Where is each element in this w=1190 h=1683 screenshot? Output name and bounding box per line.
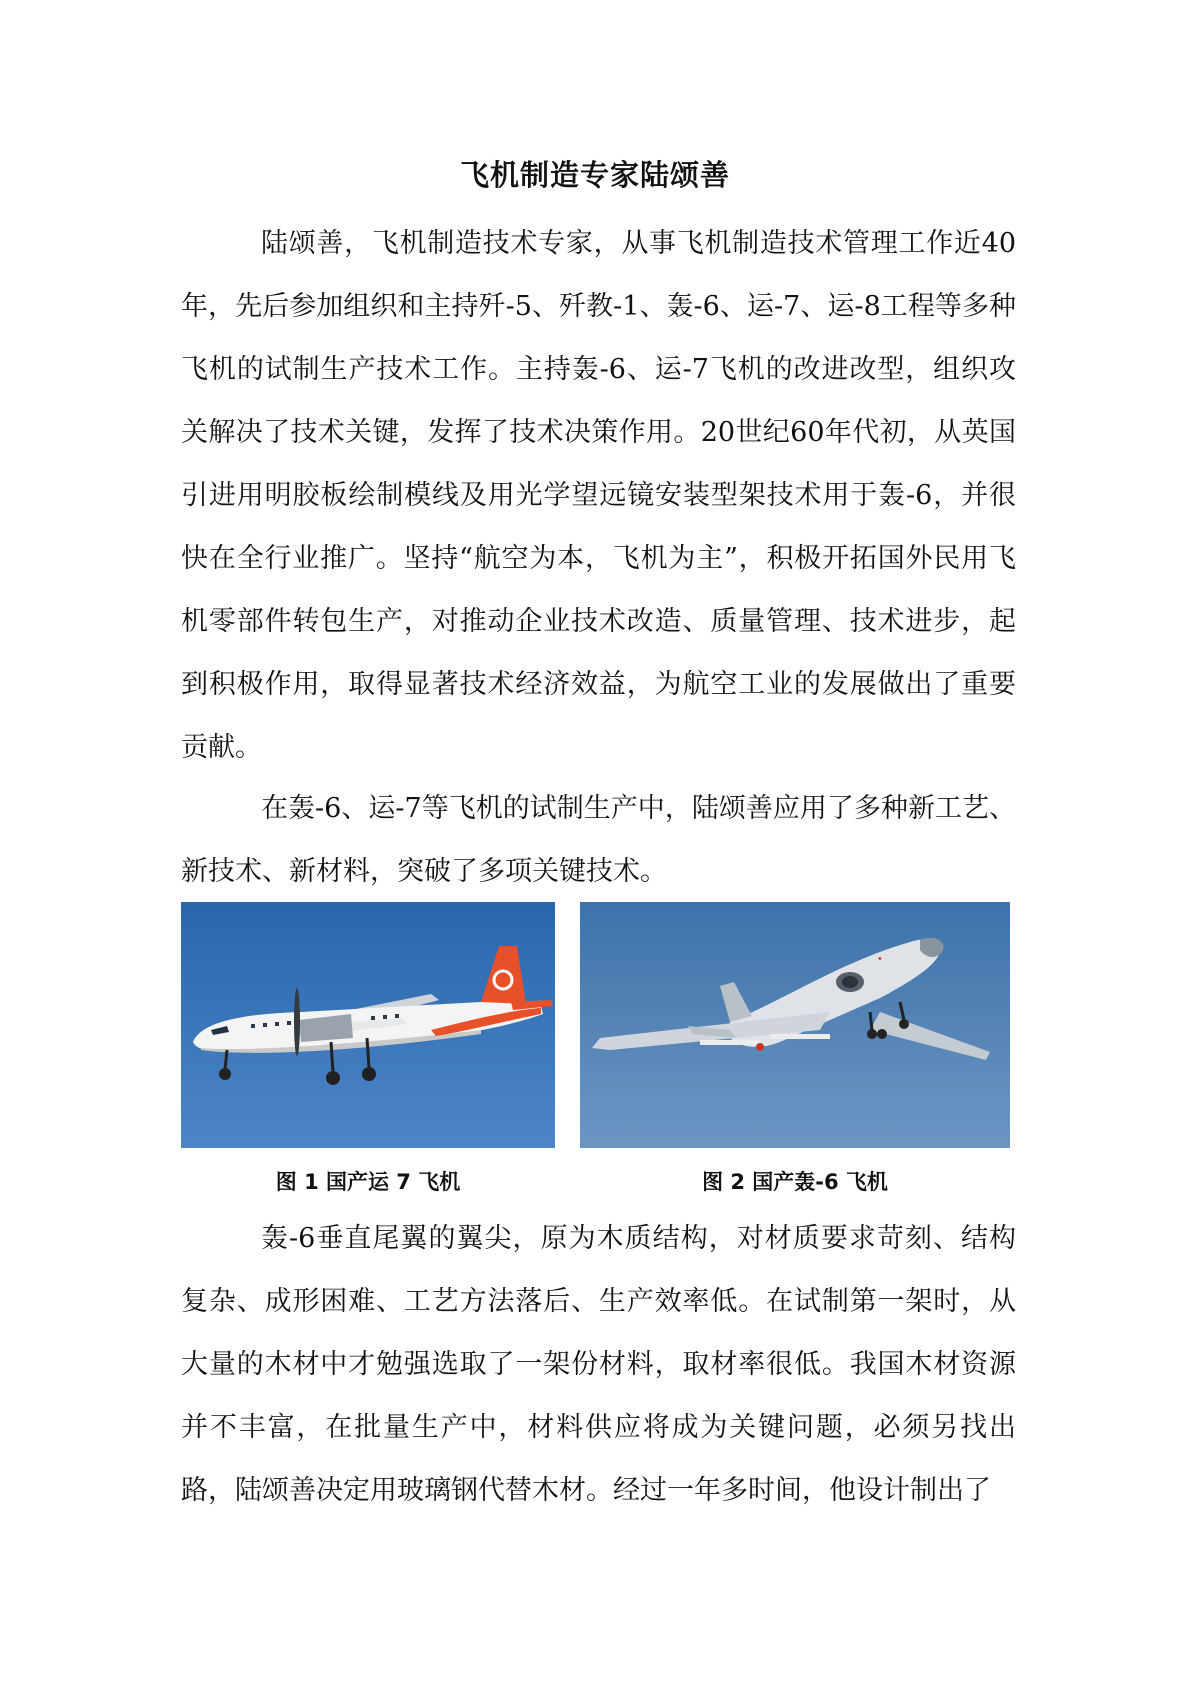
svg-text:·: · xyxy=(874,950,887,968)
figure-1-caption: 图 1 国产运 7 飞机 xyxy=(275,1170,461,1194)
figure-2-caption: 图 2 国产轰-6 飞机 xyxy=(702,1170,888,1194)
bomber-photo-icon xyxy=(580,902,1010,1148)
propeller-airliner-photo-icon xyxy=(181,902,555,1148)
figure-2-photo xyxy=(580,902,1010,1148)
paragraph-biography: 陆颂善，飞机制造技术专家，从事飞机制造技术管理工作近40年，先后参加组织和主持歼-5、歼教-1、轰-6、运-7、运-8工程等多种飞机的试制生产技术工作。主持轰-6、运-7飞机的改进改型，组织攻关解决了技术关键，发挥了技术决策作用。20世纪60年代初，从英国引进用明胶板绘制模线及用光学望远镜安装型架技术用于轰-6，并很快在全行业推广。坚持“航空为本，飞机为主”，积极开拓国外民用飞机零部件转包生产，对推动企业技术改造、质量管理、技术进步，起到积极作用，取得显著技术经济效益，为航空工业的发展做出了重要贡献。 xyxy=(181,228,1016,763)
page-title: 飞机制造专家陆颂善 xyxy=(459,158,730,192)
figure-1-photo xyxy=(181,902,555,1148)
paragraph-innovations: 在轰-6、运-7等飞机的试制生产中，陆颂善应用了多种新工艺、新技术、新材料，突破了多项关键技术。 xyxy=(181,793,1016,887)
paragraph-tail-fin: 轰-6垂直尾翼的翼尖，原为木质结构，对材质要求苛刻、结构复杂、成形困难、工艺方法落后、生产效率低。在试制第一架时，从大量的木材中才勉强选取了一架份材料，取材率很低。我国木材资源并不丰富，在批量生产中，材料供应将成为关键问题，必须另找出路，陆颂善决定用玻璃钢代替木材。经过一年多时间，他设计制出了 xyxy=(181,1223,1016,1506)
